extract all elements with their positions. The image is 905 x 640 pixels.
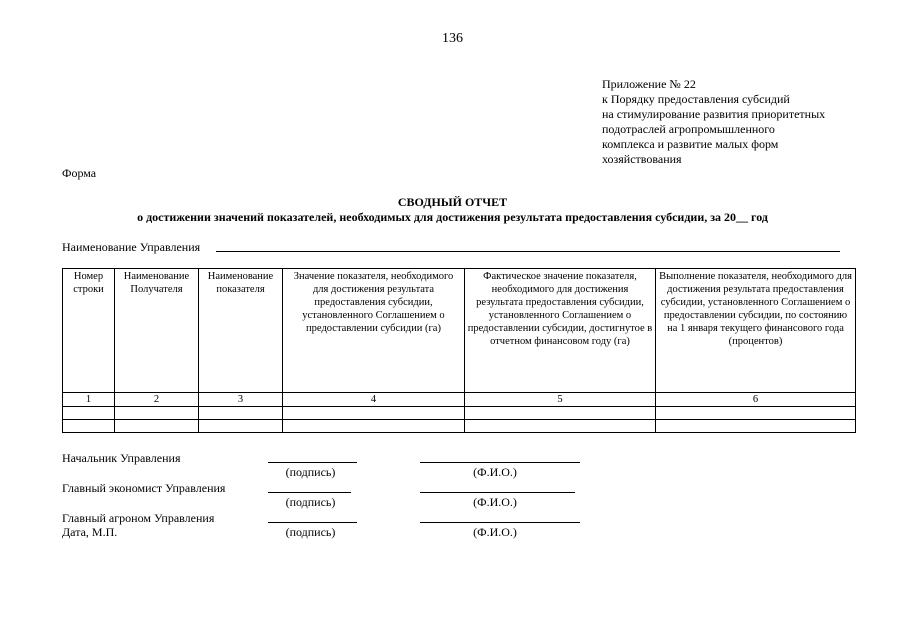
- report-subtitle: о достижении значений показателей, необходимых для достижения результата предоставления субсидии, за 20__ год: [137, 210, 768, 224]
- table-cell[interactable]: [199, 420, 283, 433]
- signature-caption: (подпись): [285, 465, 336, 479]
- table-cell[interactable]: [656, 420, 856, 433]
- table-row: [63, 407, 856, 420]
- header-indicator-name: Наименование показателя: [199, 269, 283, 393]
- table-cell[interactable]: [115, 407, 199, 420]
- table-cell[interactable]: [63, 407, 115, 420]
- column-number: 1: [63, 393, 115, 407]
- appendix-line: комплекса и развитие малых форм: [602, 137, 779, 151]
- form-label: Форма: [62, 166, 97, 180]
- header-completion: Выполнение показателя, необходимого для достижения результата предоставления субсидии, установленного Соглашением о предоставлении субсидии, по состоянию на 1 января текущего финансового года (процентов): [656, 269, 856, 393]
- table-cell[interactable]: [656, 407, 856, 420]
- column-number: 2: [115, 393, 199, 407]
- chief-economist-label: Главный экономист Управления: [62, 481, 226, 495]
- appendix-line: на стимулирование развития приоритетных: [602, 107, 826, 121]
- table-cell[interactable]: [199, 407, 283, 420]
- signature-caption: (подпись): [285, 525, 336, 539]
- table-header-row: [63, 269, 856, 393]
- department-label: Наименование Управления: [62, 240, 201, 254]
- economist-name-line[interactable]: [420, 492, 575, 493]
- report-title: СВОДНЫЙ ОТЧЕТ: [397, 195, 508, 209]
- table-cell[interactable]: [465, 407, 656, 420]
- page-number: 136: [442, 31, 463, 46]
- appendix-block: [602, 77, 825, 167]
- date-stamp-label: Дата, М.П.: [62, 525, 118, 539]
- head-of-department-label: Начальник Управления: [62, 451, 181, 465]
- head-name-line[interactable]: [420, 462, 580, 463]
- chief-agronomist-label: Главный агроном Управления: [62, 511, 215, 525]
- table-row: [63, 420, 856, 433]
- appendix-line: хозяйствования: [602, 152, 682, 166]
- name-caption: (Ф.И.О.): [473, 525, 517, 539]
- header-target-value: Значение показателя, необходимого для достижения результата предоставления субсидии, установленного Соглашением о предоставлении субсидии (га): [283, 269, 465, 393]
- name-caption: (Ф.И.О.): [473, 495, 517, 509]
- appendix-line: к Порядку предоставления субсидий: [602, 92, 790, 106]
- header-row-number: Номер строки: [63, 269, 115, 393]
- table-cell[interactable]: [465, 420, 656, 433]
- signature-caption: (подпись): [285, 495, 336, 509]
- column-number: 6: [656, 393, 856, 407]
- column-number: 5: [465, 393, 656, 407]
- agronomist-name-line[interactable]: [420, 522, 580, 523]
- appendix-line: подотраслей агропромышленного: [602, 122, 775, 136]
- name-caption: (Ф.И.О.): [473, 465, 517, 479]
- table-cell[interactable]: [115, 420, 199, 433]
- header-recipient-name: Наименование Получателя: [115, 269, 199, 393]
- head-signature-line[interactable]: [268, 462, 357, 463]
- agronomist-signature-line[interactable]: [268, 522, 357, 523]
- column-number: 4: [283, 393, 465, 407]
- table-column-numbers-row: [63, 393, 856, 407]
- appendix-line: Приложение № 22: [602, 77, 696, 91]
- table-cell[interactable]: [63, 420, 115, 433]
- department-name-field[interactable]: [216, 251, 840, 252]
- header-actual-value: Фактическое значение показателя, необходимого для достижения результата предоставления субсидии, установленного Соглашением о предоставлении субсидии, достигнутое в отчетном финансовом году (га): [465, 269, 656, 393]
- column-number: 3: [199, 393, 283, 407]
- economist-signature-line[interactable]: [268, 492, 351, 493]
- table-cell[interactable]: [283, 420, 465, 433]
- table-cell[interactable]: [283, 407, 465, 420]
- report-table: [62, 268, 856, 433]
